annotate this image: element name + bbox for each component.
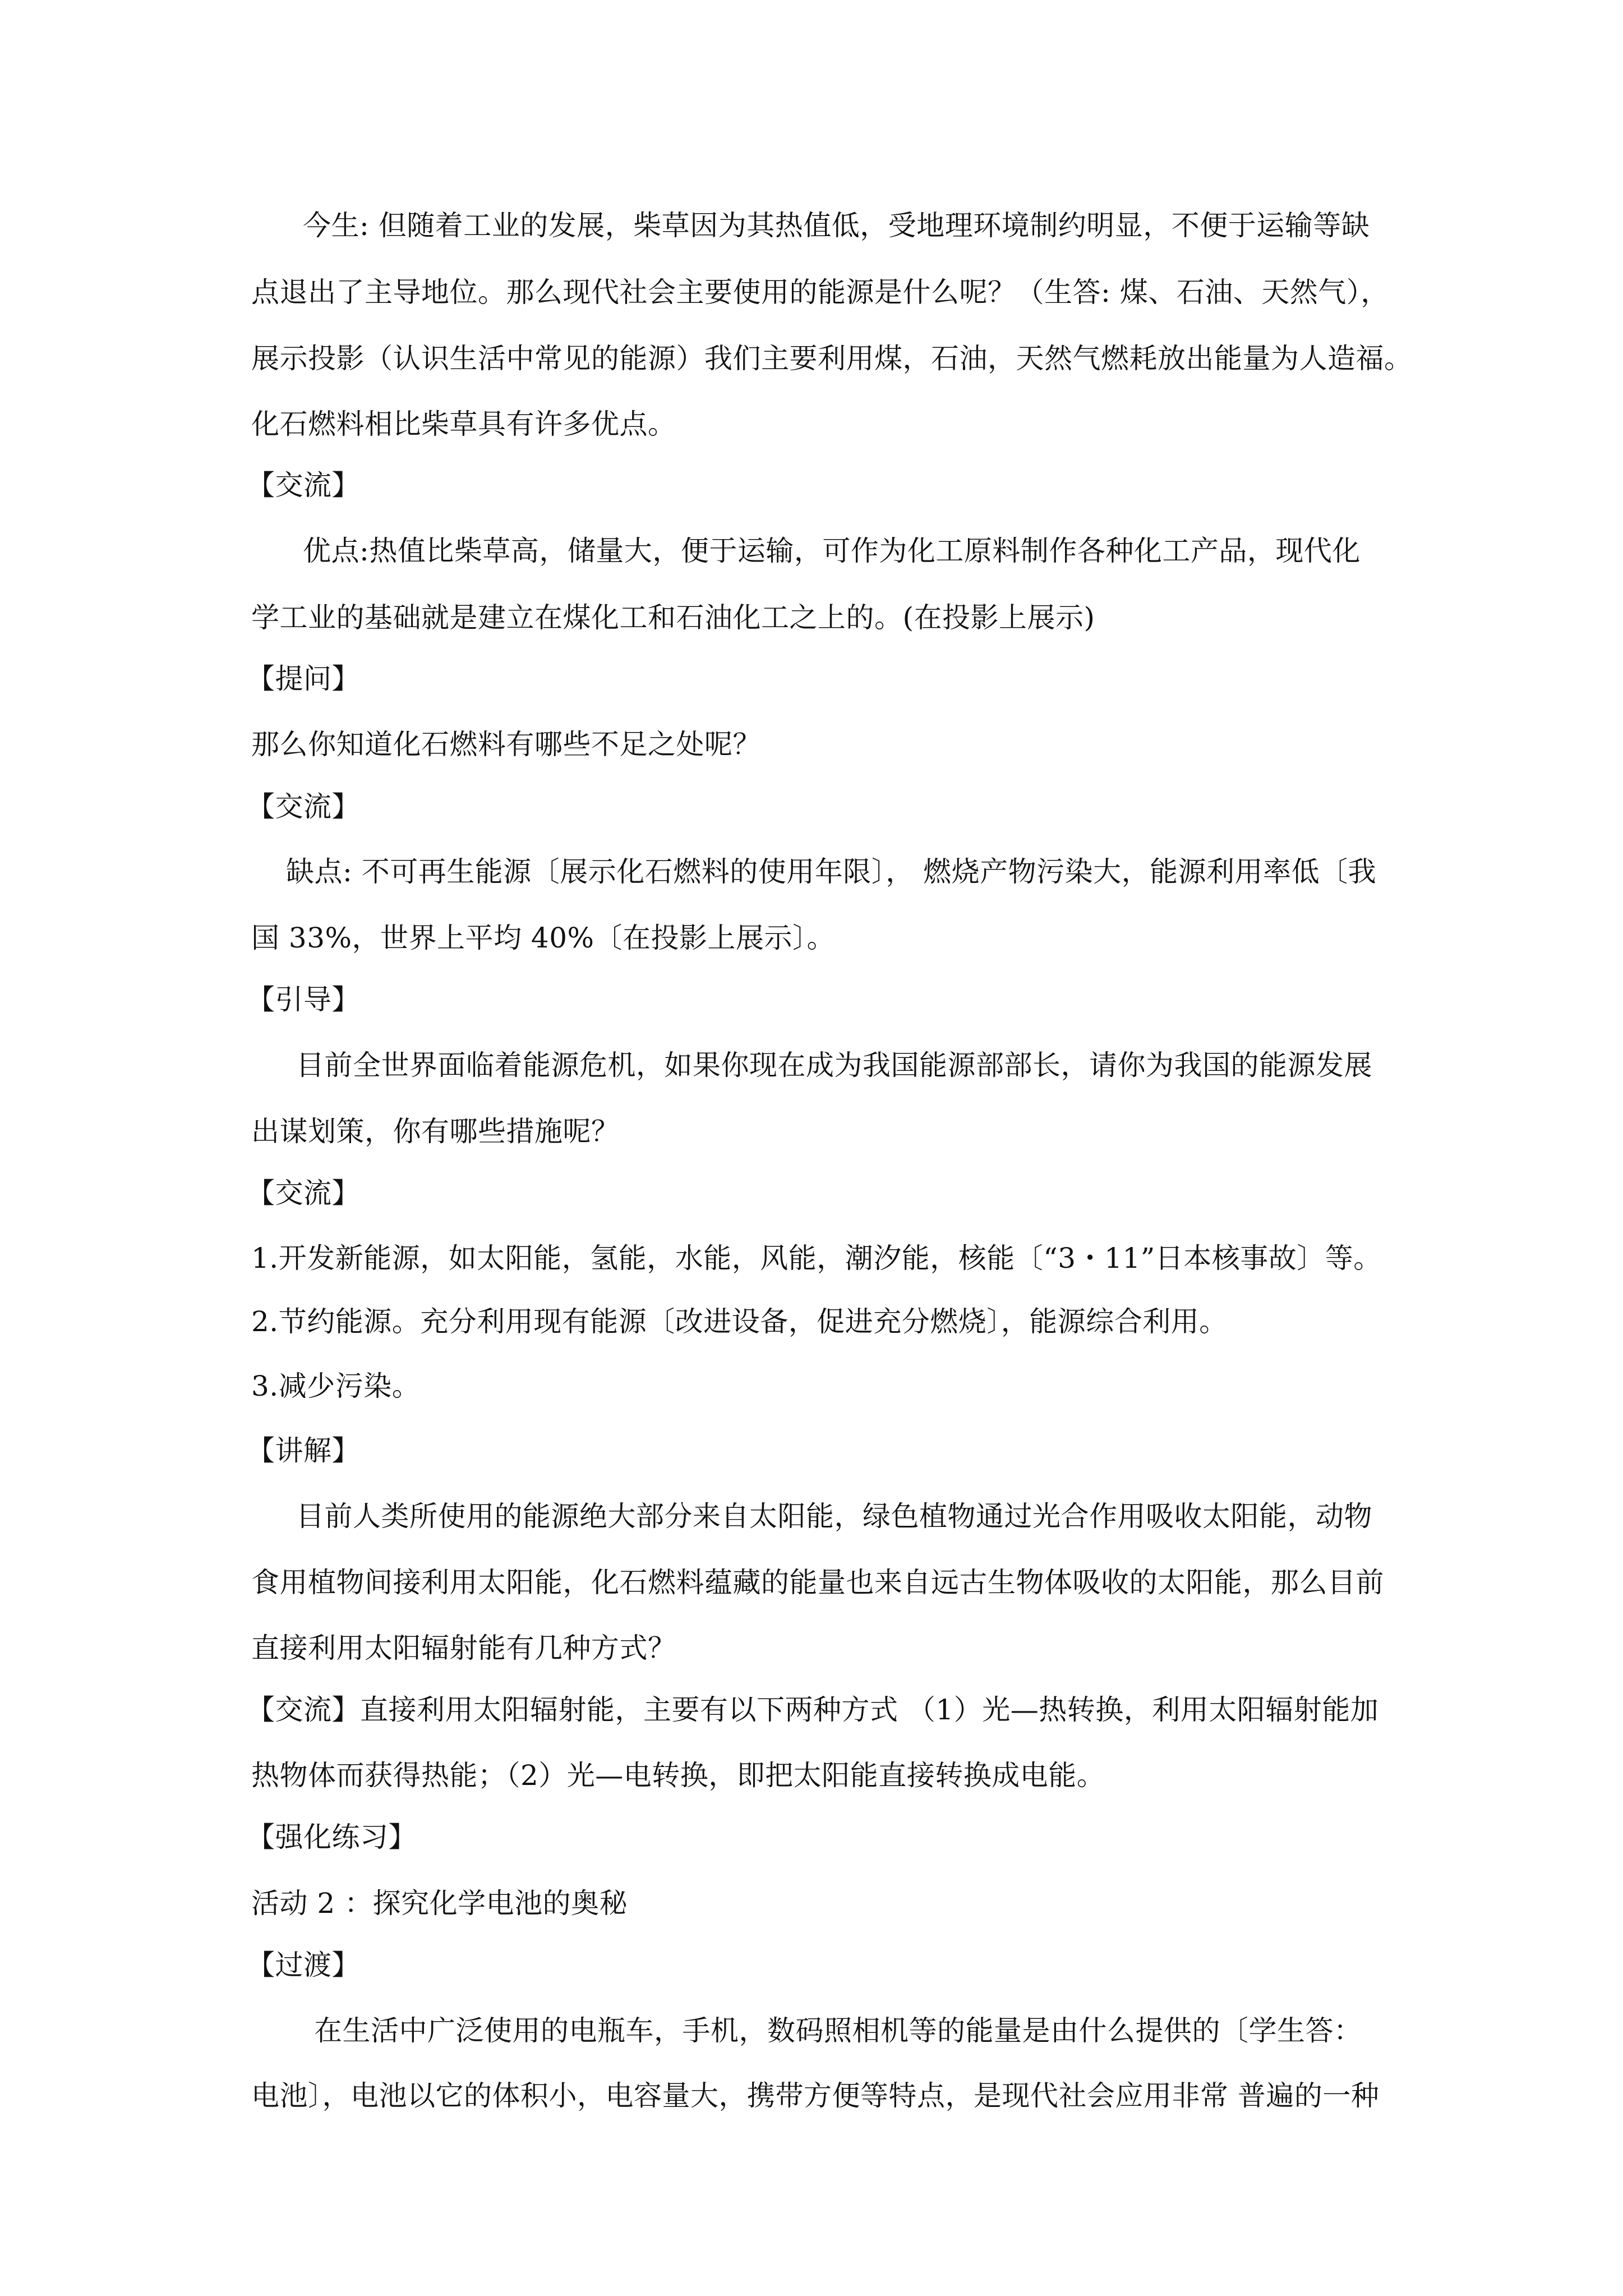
paragraph-line: 化石燃料相比柴草具有许多优点。 — [251, 408, 676, 440]
paragraph-line: 【交流】直接利用太阳辐射能，主要有以下两种方式 （1）光—热转换，利用太阳辐射能加 — [247, 1694, 1379, 1726]
paragraph-line: 学工业的基础就是建立在煤化工和石油化工之上的。(在投影上展示) — [251, 601, 1095, 634]
paragraph-line: 展示投影（认识生活中常见的能源）我们主要利用煤，石油，天然气燃耗放出能量为人造福。 — [251, 342, 1413, 375]
paragraph-line: 热物体而获得热能；（2）光—电转换，即把太阳能直接转换成电能。 — [251, 1759, 1105, 1792]
list-item: 3.减少污染。 — [251, 1370, 421, 1402]
list-item: 2.节约能源。充分利用现有能源〔改进设备，促进充分燃烧〕，能源综合利用。 — [251, 1305, 1228, 1338]
paragraph-line: 在生活中广泛使用的电瓶车，手机，数码照相机等的能量是由什么提供的〔学生答： — [314, 2014, 1362, 2047]
section-heading: 【交流】 — [247, 790, 360, 823]
section-heading: 【提问】 — [247, 662, 360, 695]
paragraph-line: 出谋划策，你有哪些措施呢？ — [251, 1115, 620, 1148]
paragraph-line: 今生: 但随着工业的发展，柴草因为其热值低，受地理环境制约明显，不便于运输等缺 — [303, 209, 1370, 242]
paragraph-line: 那么你知道化石燃料有哪些不足之处呢？ — [251, 728, 761, 761]
paragraph-line: 国 33%，世界上平均 40%〔在投影上展示〕。 — [251, 922, 836, 954]
section-heading: 【讲解】 — [247, 1434, 360, 1467]
paragraph-line: 缺点: 不可再生能源〔展示化石燃料的使用年限〕， 燃烧产物污染大，能源利用率低〔我 — [286, 855, 1377, 888]
paragraph-line: 目前人类所使用的能源绝大部分来自太阳能，绿色植物通过光合作用吸收太阳能，动物 — [296, 1500, 1372, 1533]
activity-title: 活动 2 ：探究化学电池的奥秘 — [251, 1887, 628, 1920]
list-item: 1.开发新能源，如太阳能，氢能，水能，风能，潮汐能，核能〔“3・11”日本核事故〕等。 — [251, 1242, 1382, 1274]
paragraph-line: 电池〕，电池以它的体积小，电容量大，携带方便等特点，是现代社会应用非常 普遍的一种 — [251, 2079, 1380, 2112]
paragraph-line: 直接利用太阳辐射能有几种方式？ — [251, 1632, 676, 1664]
paragraph-line: 点退出了主导地位。那么现代社会主要使用的能源是什么呢？（生答: 煤、石油、天然气）， — [251, 276, 1389, 309]
paragraph-line: 优点:热值比柴草高，储量大，便于运输，可作为化工原料制作各种化工产品，现代化 — [303, 535, 1361, 567]
section-heading: 【引导】 — [247, 983, 360, 1016]
paragraph-line: 食用植物间接利用太阳能，化石燃料蕴藏的能量也来自远古生物体吸收的太阳能，那么目前 — [251, 1566, 1384, 1599]
section-heading: 【交流】 — [247, 1177, 360, 1209]
section-heading: 【过渡】 — [247, 1949, 360, 1981]
section-heading: 【强化练习】 — [247, 1821, 417, 1853]
paragraph-line: 目前全世界面临着能源危机，如果你现在成为我国能源部部长，请你为我国的能源发展 — [296, 1049, 1372, 1082]
section-heading: 【交流】 — [247, 469, 360, 501]
